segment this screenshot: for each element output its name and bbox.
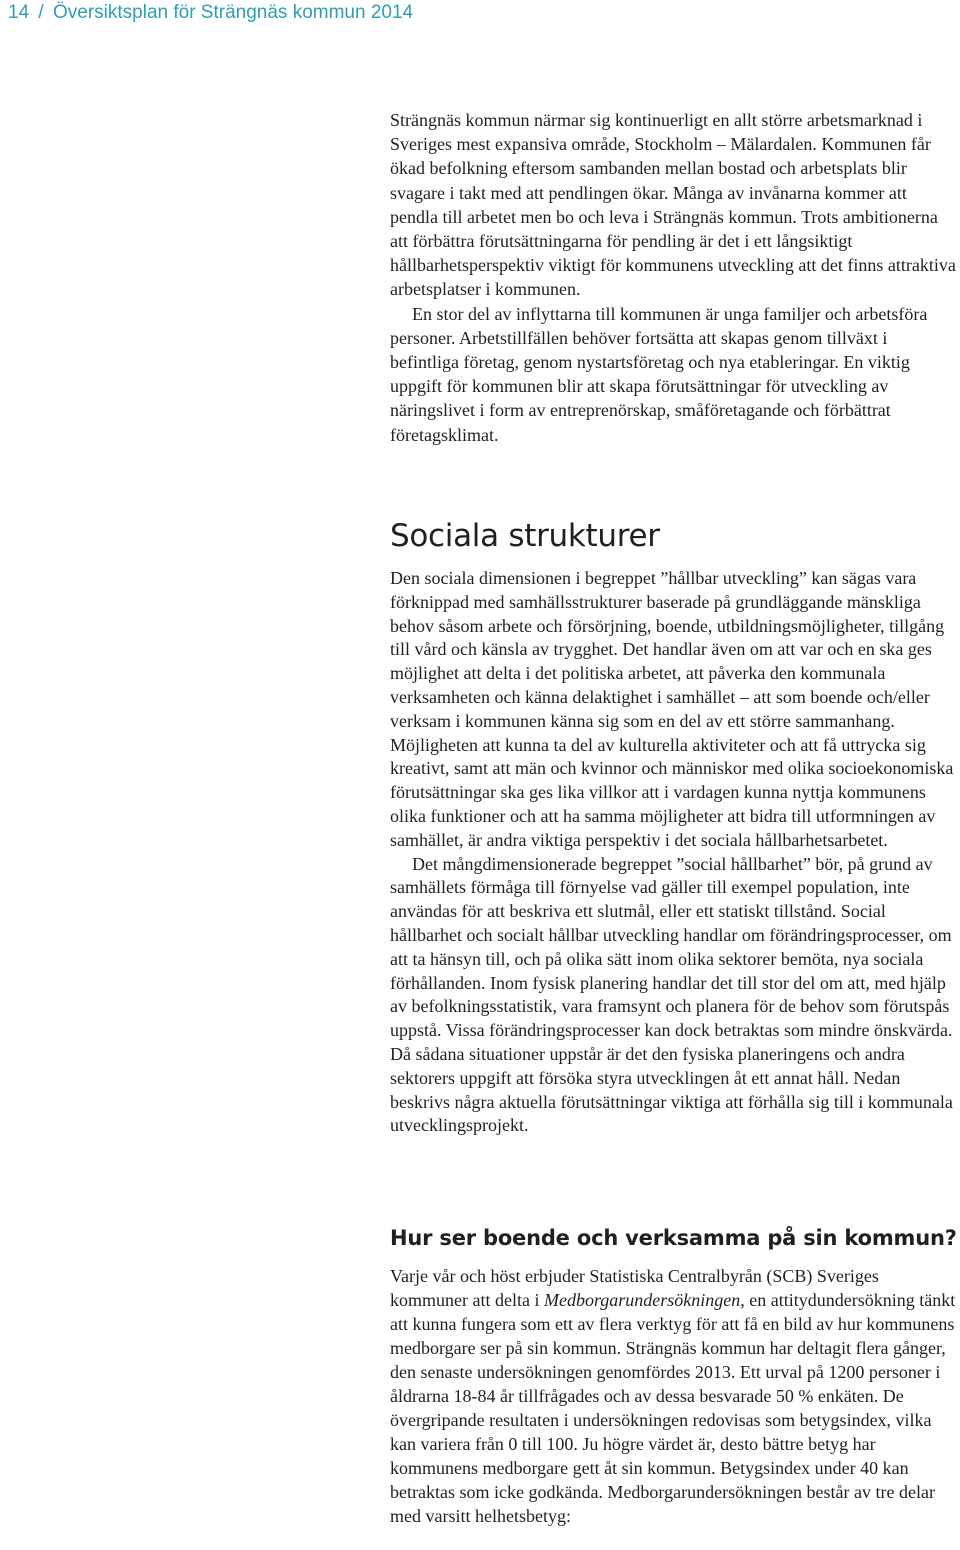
body-paragraph: Den sociala dimensionen i begreppet ”hållbar utveckling” kan sägas vara förknippad med samhällsstrukturer baserade på grundläggande mänskliga behov såsom arbete och försörjning, boende, utbildningsmöjligheter, tillgång till vård och känsla av trygghet. Det handlar även om att var och en ska ges möjlighet att delta i det politiska arbetet, att påverka den kommunala verksamheten och känna delaktighet i samhället – att som boende och/eller verksam i kommunen känna sig som en del av ett större sammanhang. Möjligheten att kunna ta del av kulturella aktiviteter och att få uttrycka sig kreativt, samt att män och kvinnor och människor med olika socioekonomiska förutsättningar ska ges lika villkor att i vardagen kunna nyttja kommunens olika funktioner och att ha samma möjligheter att bidra till utformningen av samhället, är andra viktiga perspektiv i det sociala hållbarhetsarbetet. <box>390 568 954 850</box>
survey-text-after: , en attitydundersökning tänkt att kunna fungera som ett av flera verktyg för att få en bild av hur kommunens medborgare ser på sin kommun. Strängnäs kommun har deltagit flera gånger, den senaste undersökningen genomfördes 2013. Ett urval på 1200 personer i åldrarna 18-84 år tillfrågades och av dessa besvarade 50 % enkäten. De övergripande resultaten i undersökningen redovisas som betygsindex, vilka kan variera från 0 till 100. Ju högre värdet är, desto bättre betyg har kommunens medborgare gett åt sin kommun. Betygsindex under 40 kan betraktas som icke godkända. Medborgarundersökningen består av tre delar med varsitt helhetsbetyg: <box>390 1290 956 1526</box>
section-heading-sociala-strukturer: Sociala strukturer <box>390 518 660 554</box>
body-paragraph: Det mångdimensionerade begreppet ”social hållbarhet” bör, på grund av samhällets förmåga till förnyelse vad gäller till exempel population, inte användas för att beskriva ett slutmål, eller ett statiskt tillstånd. Social hållbarhet och socialt hållbar utveckling handlar om förändringsprocesser, om att ta hänsyn till, och på olika sätt inom olika sektorer bemöta, nya sociala förhållanden. Inom fysisk planering handlar det till stor del om att, med hjälp av befolkningsstatistik, vara framsynt och planera för de behov som förutspås uppstå. Vissa förändringsprocesser kan dock betraktas som mindre önskvärda. Då sådana situationer uppstår är det den fysiska planeringens och andra sektorers uppgift att försöka styra utvecklingen åt ett annat håll. Nedan beskrivs några aktuella förutsättningar viktiga att förhålla sig till i kommunala utvecklingsprojekt. <box>390 853 953 1136</box>
survey-paragraph <box>390 1264 956 1528</box>
survey-title: Medborgarundersökningen <box>543 1290 741 1310</box>
intro-paragraph: En stor del av inflyttarna till kommunen är unga familjer och arbetsföra personer. Arbetstillfällen behöver fortsätta att skapas genom tillväxt i befintliga företag, genom nystartsföretag och nya etableringar. En viktig uppgift för kommunen blir att skapa förutsättningar för utveckling av näringslivet i form av entreprenörskap, småföretagande och förbättrat företagsklimat. <box>390 303 928 445</box>
intro-section <box>390 108 956 447</box>
social-structures-section <box>390 567 956 1138</box>
page-number: 14 <box>8 2 30 23</box>
survey-text-before: Varje vår och höst erbjuder Statistiska Centralbyrån (SCB) Sveriges kommuner att delta i <box>390 1266 879 1310</box>
running-header <box>8 2 413 24</box>
intro-paragraph: Strängnäs kommun närmar sig kontinuerligt en allt större arbetsmarknad i Sveriges mest expansiva område, Stockholm – Mälardalen. Kommunen får ökad befolkning eftersom sambanden mellan bostad och arbetsplats blir svagare i takt med att pendlingen ökar. Många av invånarna kommer att pendla till arbetet men bo och leva i Strängnäs kommun. Trots ambitionerna att förbättra förutsättningarna för pendling är det i ett långsiktigt hållbarhetsperspektiv viktigt för kommunens utveckling att det finns attraktiva arbetsplatser i kommunen. <box>390 110 956 300</box>
survey-section <box>390 1264 956 1528</box>
document-title: Översiktsplan för Strängnäs kommun 2014 <box>52 2 414 23</box>
header-separator: / <box>38 2 44 23</box>
subsection-heading-survey: Hur ser boende och verksamma på sin kommun? <box>390 1226 957 1250</box>
